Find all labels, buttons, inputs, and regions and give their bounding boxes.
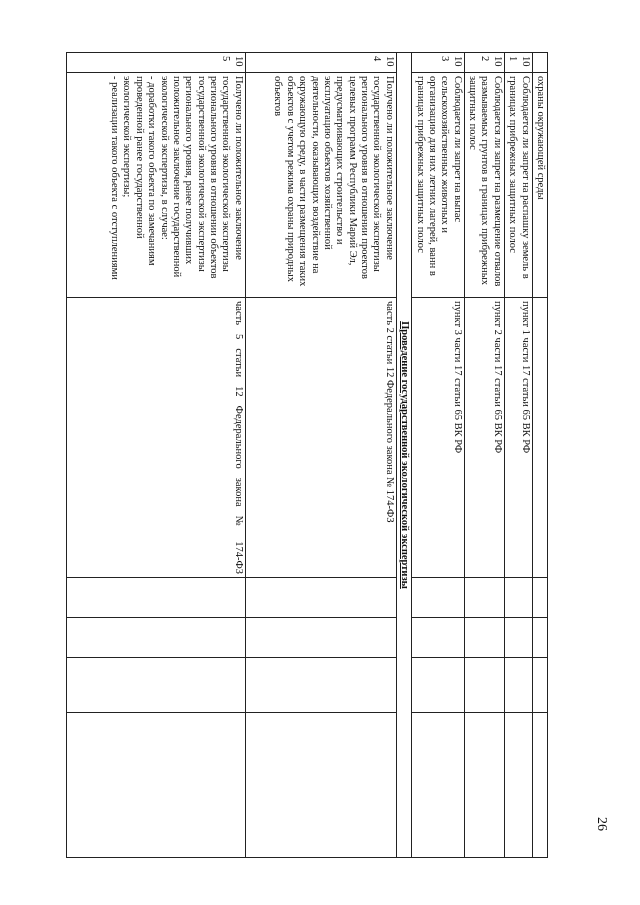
answer-cell bbox=[532, 578, 547, 618]
row-reference bbox=[532, 298, 547, 578]
row-number: 102 bbox=[464, 53, 504, 73]
table-row bbox=[532, 53, 547, 858]
row-number: 103 bbox=[412, 53, 465, 73]
row-question: охраны окружающей среды bbox=[532, 73, 547, 298]
answer-cell bbox=[66, 578, 245, 618]
note-cell bbox=[464, 713, 504, 858]
table-row bbox=[412, 53, 465, 858]
section-title: Проведение государственной экологической экспертизы bbox=[396, 53, 411, 858]
answer-cell bbox=[504, 658, 532, 713]
table-row bbox=[245, 53, 396, 858]
row-reference: часть 2 статьи 12 Федерального закона № 174-ФЗ bbox=[245, 298, 396, 578]
row-number: 105 bbox=[66, 53, 245, 73]
answer-cell bbox=[504, 578, 532, 618]
row-number: 104 bbox=[245, 53, 396, 73]
note-cell bbox=[532, 713, 547, 858]
table-row bbox=[464, 53, 504, 858]
answer-cell bbox=[245, 618, 396, 658]
answer-cell bbox=[66, 618, 245, 658]
checklist-table bbox=[66, 52, 548, 858]
answer-cell bbox=[245, 658, 396, 713]
note-cell bbox=[245, 713, 396, 858]
row-question: Получено ли положительное заключение государственной экологической экспертизы регионального уровня в отношении проектов целевых программ Республики Марий Эл, предусматривающих строительство и эксплуатацию объектов хозяйственной деятельности, оказывающих воздействие на окружающую среду, в части размещения таких объектов с учетом режима охраны природных объектов bbox=[245, 73, 396, 298]
answer-cell bbox=[245, 578, 396, 618]
answer-cell bbox=[532, 618, 547, 658]
answer-cell bbox=[464, 578, 504, 618]
answer-cell bbox=[504, 618, 532, 658]
section-header-row bbox=[396, 53, 411, 858]
note-cell bbox=[412, 713, 465, 858]
row-question bbox=[66, 73, 245, 298]
table-row bbox=[504, 53, 532, 858]
row-reference: пункт 2 части 17 статьи 65 ВК РФ bbox=[464, 298, 504, 578]
row-number bbox=[532, 53, 547, 73]
page-number: 26 bbox=[594, 817, 609, 831]
note-cell bbox=[504, 713, 532, 858]
question-item: - доработки такого объекта по замечаниям проведенной ранее государственной экологической экспертизы; bbox=[121, 76, 158, 266]
answer-cell bbox=[412, 618, 465, 658]
row-question: Соблюдается ли запрет на выпас сельскохозяйственных животных и организацию для них летних лагерей, ванн в границах прибрежных защитных полос bbox=[412, 73, 465, 298]
row-reference: пункт 3 части 17 статьи 65 ВК РФ bbox=[412, 298, 465, 578]
answer-cell bbox=[412, 658, 465, 713]
row-question: Соблюдается ли запрет на распашку земель в границах прибрежных защитных полос bbox=[504, 73, 532, 298]
answer-cell bbox=[66, 658, 245, 713]
row-question: Соблюдается ли запрет на размещение отвалов размываемых грунтов в границах прибрежных защитных полос bbox=[464, 73, 504, 298]
row-number: 101 bbox=[504, 53, 532, 73]
answer-cell bbox=[464, 658, 504, 713]
note-cell bbox=[66, 713, 245, 858]
checklist-table-region bbox=[82, 52, 640, 589]
answer-cell bbox=[532, 658, 547, 713]
row-reference: пункт 1 части 17 статьи 65 ВК РФ bbox=[504, 298, 532, 578]
table-row bbox=[66, 53, 245, 858]
question-item: - реализации такого объекта с отступлениями bbox=[109, 76, 121, 280]
answer-cell bbox=[464, 618, 504, 658]
row-reference: часть 5 статьи 12 Федерального закона № 174-ФЗ bbox=[66, 298, 245, 578]
question-text: Получено ли положительное заключение государственной экологической экспертизы регионального уровня в отношении объектов государственной экологической экспертизы регионального уровня, ранее получивших положительное заключение государственной экологической экспертизы, в случае: bbox=[158, 76, 244, 279]
answer-cell bbox=[412, 578, 465, 618]
